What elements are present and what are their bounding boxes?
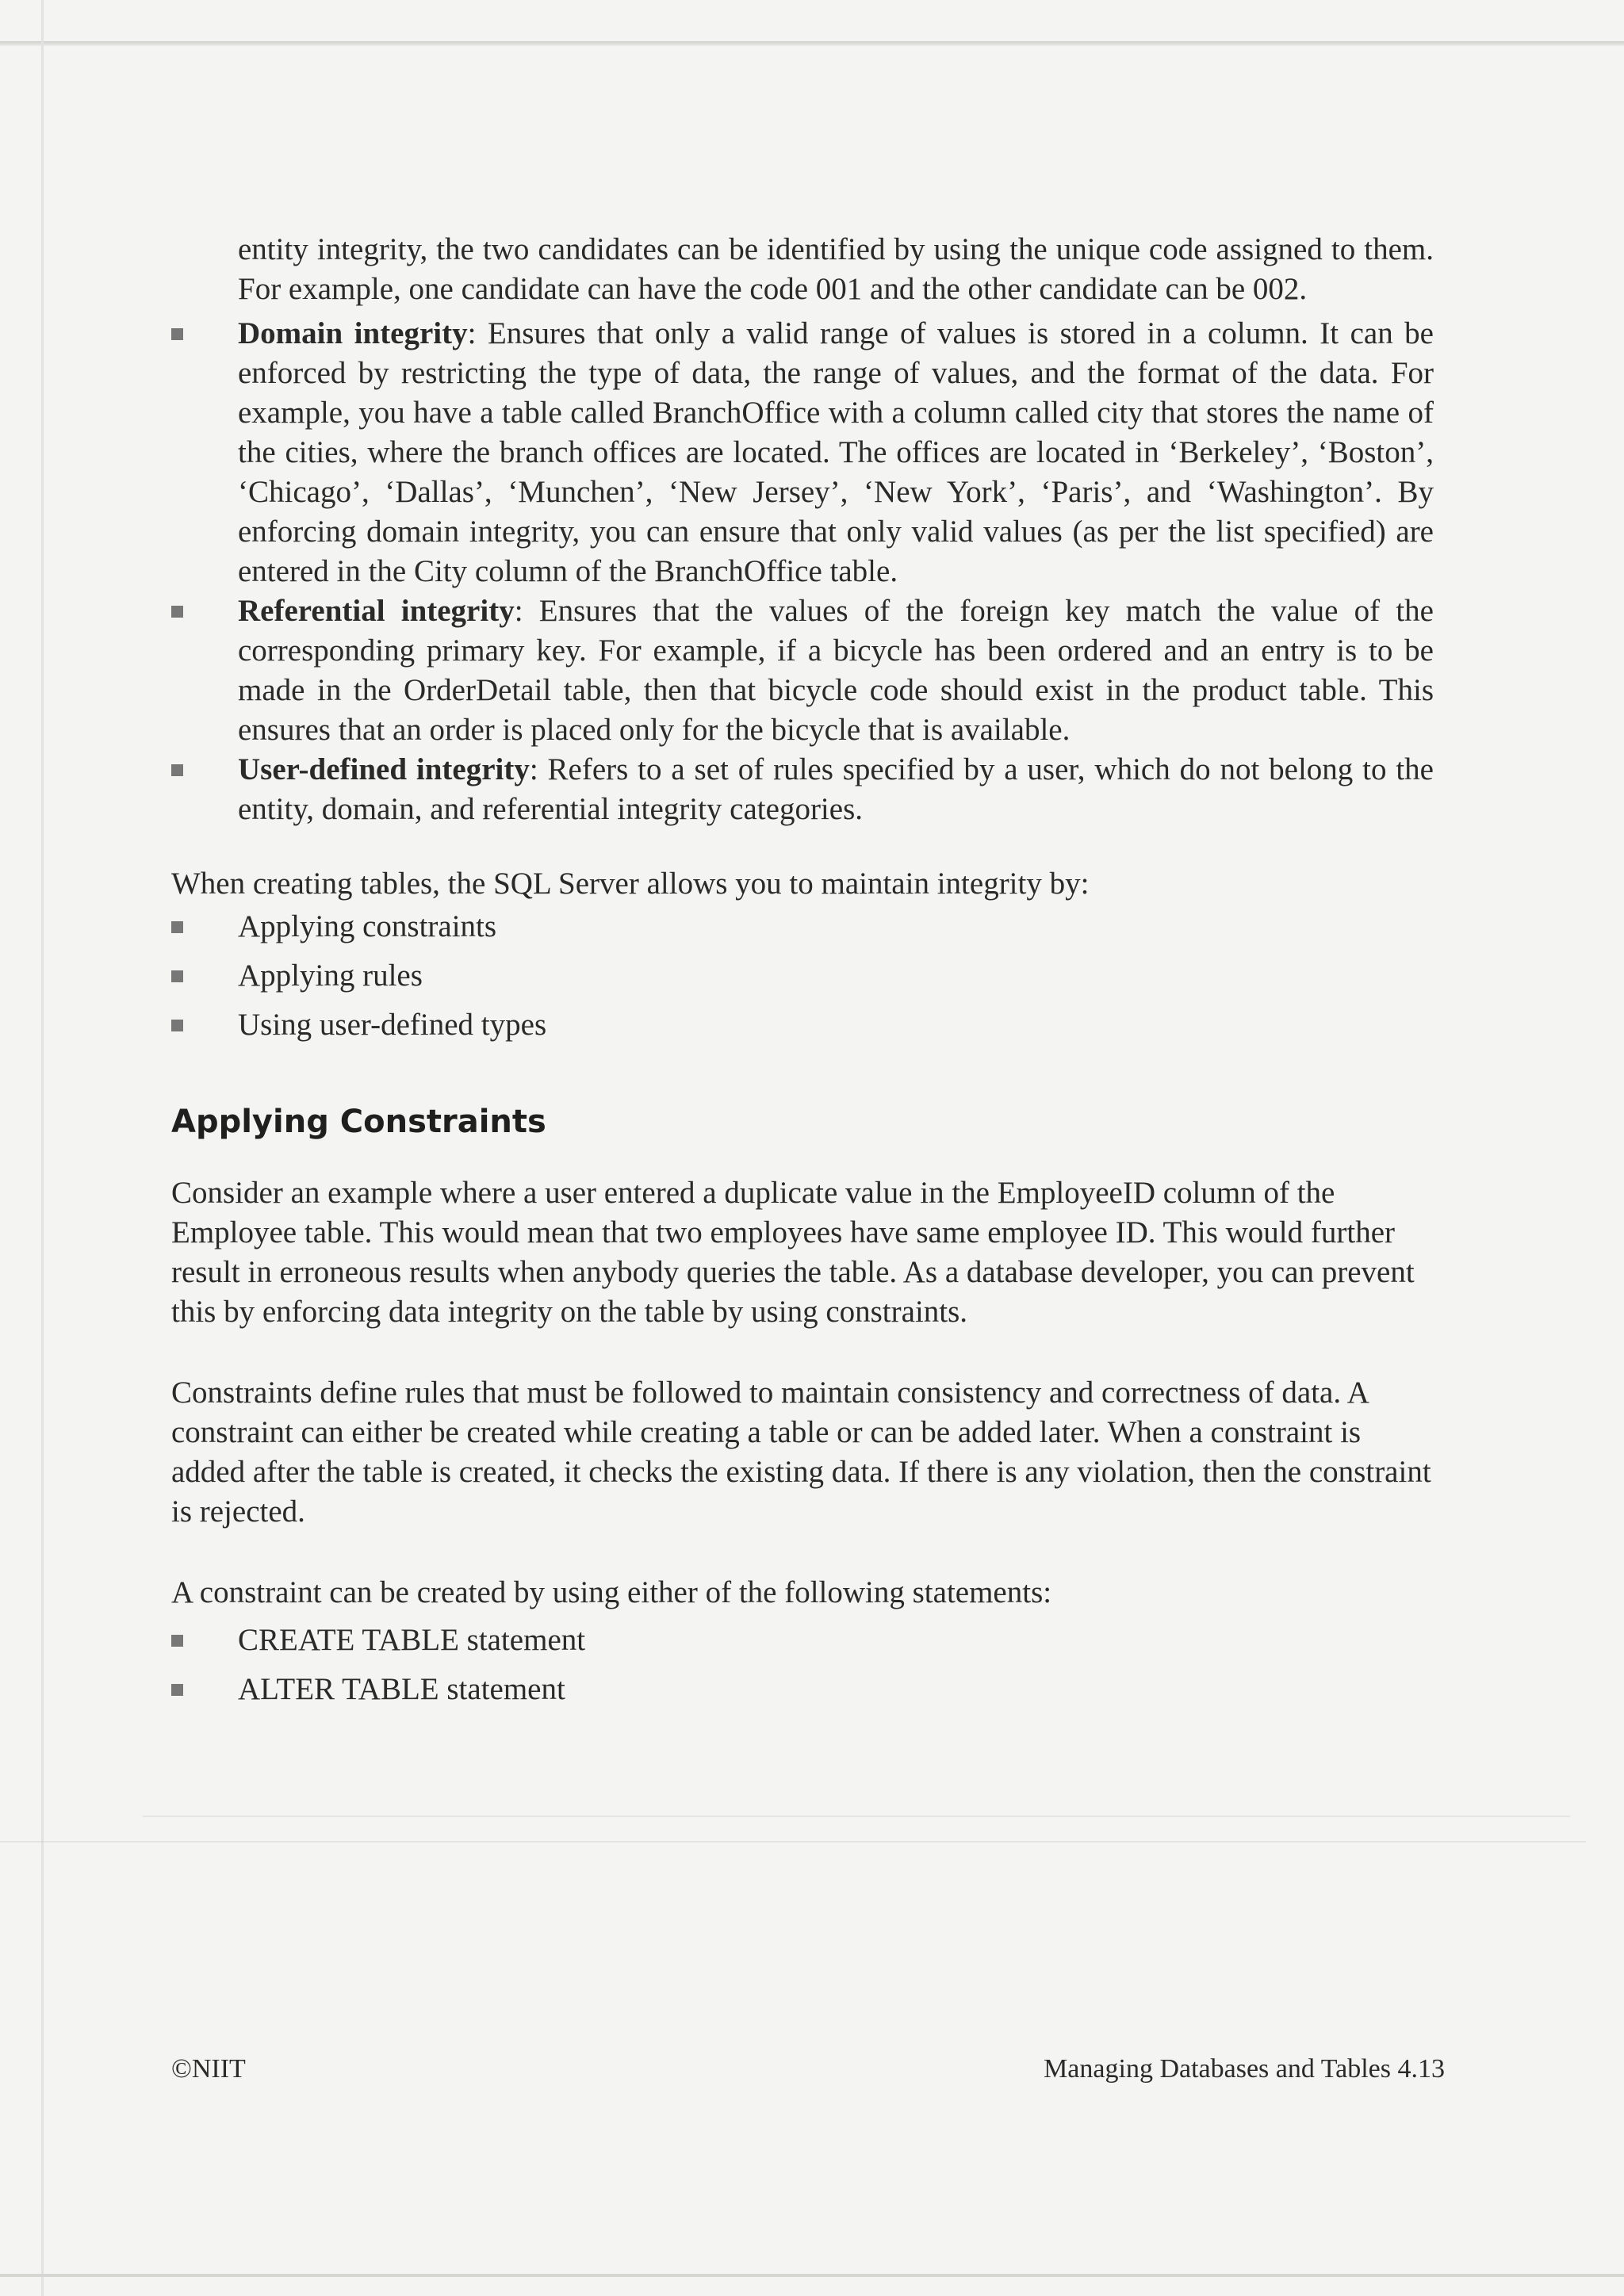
integrity-types-list <box>171 314 1434 829</box>
list-item <box>171 1621 1434 1660</box>
footer-page-info: Managing Databases and Tables 4.13 <box>1044 2054 1445 2084</box>
bleed-through-line <box>0 1841 1586 1843</box>
definition-referential-integrity: : Ensures that the values of the foreign key match the value of the corresponding primary key. For example, if a bicycle has been ordered and an entry is to be made in the OrderDetail table, then that bicycle code should exist in the product table. This ensures that an order is placed only for the bicycle that is available. <box>238 594 1434 747</box>
bullet-square-icon <box>171 1020 183 1031</box>
term-user-defined-integrity: User-defined integrity <box>238 752 530 786</box>
list-item-text: Applying rules <box>238 959 423 993</box>
list-item <box>171 907 1434 947</box>
bullet-square-icon <box>171 606 183 618</box>
term-referential-integrity: Referential integrity <box>238 594 515 628</box>
definition-domain-integrity: : Ensures that only a valid range of values is stored in a column. It can be enforced by restricting the type of data, the range of values, and the format of the data. For example, you have a table called BranchOffice with a column called city that stores the name of the cities, where the branch offices are located. The offices are located in ‘Berkeley’, ‘Boston’, ‘Chicago’, ‘Dallas’, ‘Munchen’, ‘New Jersey’, ‘New York’, ‘Paris’, and ‘Washington’. By enforcing domain integrity, you can ensure that only valid values (as per the list specified) are entered in the City column of the BranchOffice table. <box>238 316 1434 588</box>
entity-integrity-continuation: entity integrity, the two candidates can be identified by using the unique code assigned to them. For example, one candidate can have the code 001 and the other candidate can be 002. <box>238 232 1434 306</box>
definition-user-defined-integrity: : Refers to a set of rules specified by a user, which do not belong to the entity, domain, and referential integrity categories. <box>238 752 1434 826</box>
list-item <box>171 956 1434 996</box>
footer-copyright: ©NIIT <box>171 2054 246 2084</box>
section-heading: Applying Constraints <box>171 1104 546 1140</box>
list-item-text: Applying constraints <box>238 909 497 943</box>
list-item-user-defined-integrity <box>171 750 1434 829</box>
statements-intro: A constraint can be created by using either of the following statements: <box>171 1575 1052 1609</box>
paragraph-example: Consider an example where a user entered a duplicate value in the EmployeeID column of the Employee table. This would mean that two employees have same employee ID. This would further result in erroneous results when anybody queries the table. As a database developer, you can prevent this by enforcing data integrity on the table by using constraints. <box>171 1176 1415 1329</box>
bullet-square-icon <box>171 921 183 933</box>
maintain-integrity-list <box>171 907 1434 1045</box>
paragraph-constraints-definition: Constraints define rules that must be followed to maintain consistency and correctness of data. A constraint can either be created while creating a table or can be added later. When a constraint is added after the table is created, it checks the existing data. If there is any violation, then the constraint is rejected. <box>171 1376 1431 1529</box>
bullet-square-icon <box>171 1684 183 1696</box>
list-item-domain-integrity <box>171 314 1434 591</box>
bullet-square-icon <box>171 970 183 982</box>
list-item-text: CREATE TABLE statement <box>238 1623 586 1657</box>
maintain-integrity-intro: When creating tables, the SQL Server allows you to maintain integrity by: <box>171 867 1090 901</box>
bullet-square-icon <box>171 764 183 776</box>
scan-edge-left <box>41 0 44 2296</box>
bleed-through-line <box>143 1816 1570 1817</box>
list-item-text: Using user-defined types <box>238 1008 547 1042</box>
term-domain-integrity: Domain integrity <box>238 316 468 350</box>
page-content <box>171 230 1434 1719</box>
list-item-referential-integrity <box>171 591 1434 750</box>
statements-list <box>171 1621 1434 1709</box>
list-item <box>171 1005 1434 1045</box>
scan-edge-top <box>0 41 1624 46</box>
scan-edge-bottom <box>0 2274 1624 2277</box>
list-item-text: ALTER TABLE statement <box>238 1672 565 1706</box>
bullet-square-icon <box>171 1635 183 1647</box>
list-item <box>171 1670 1434 1709</box>
bullet-square-icon <box>171 328 183 340</box>
